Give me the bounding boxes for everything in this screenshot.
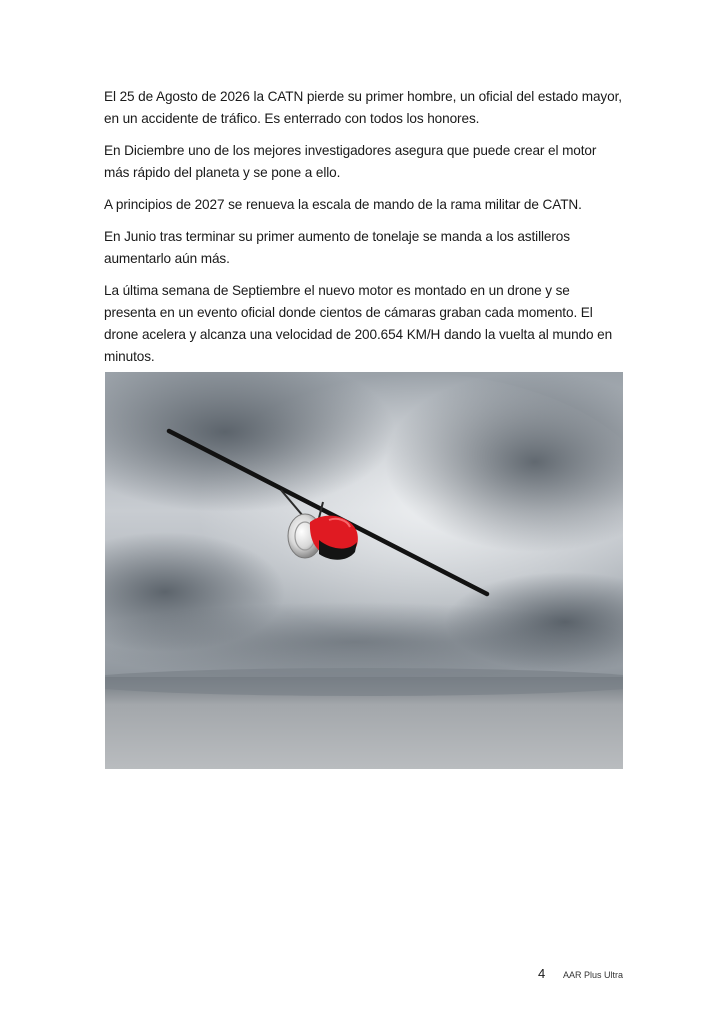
page-number: 4 xyxy=(538,966,546,981)
page-footer xyxy=(0,966,723,982)
drone-photo xyxy=(105,372,623,769)
drone-photo-illustration xyxy=(105,372,623,769)
paragraph: En Diciembre uno de los mejores investigadores asegura que puede crear el motor más rápido del planeta y se pone a ello. xyxy=(104,143,597,180)
body-text xyxy=(104,86,624,378)
paragraph: En Junio tras terminar su primer aumento de tonelaje se manda a los astilleros aumentarlo aún más. xyxy=(104,229,570,266)
paragraph: La última semana de Septiembre el nuevo motor es montado en un drone y se presenta en un evento oficial donde cientos de cámaras graban cada momento. El drone acelera y alcanza una velocidad de 200.654 KM/H dando la vuelta al mundo en minutos. xyxy=(104,283,613,364)
footer-brand: AAR Plus Ultra xyxy=(563,970,624,980)
paragraph: A principios de 2027 se renueva la escala de mando de la rama militar de CATN. xyxy=(104,197,582,212)
paragraph: El 25 de Agosto de 2026 la CATN pierde su primer hombre, un oficial del estado mayor, en un accidente de tráfico. Es enterrado con todos los honores. xyxy=(104,89,622,126)
